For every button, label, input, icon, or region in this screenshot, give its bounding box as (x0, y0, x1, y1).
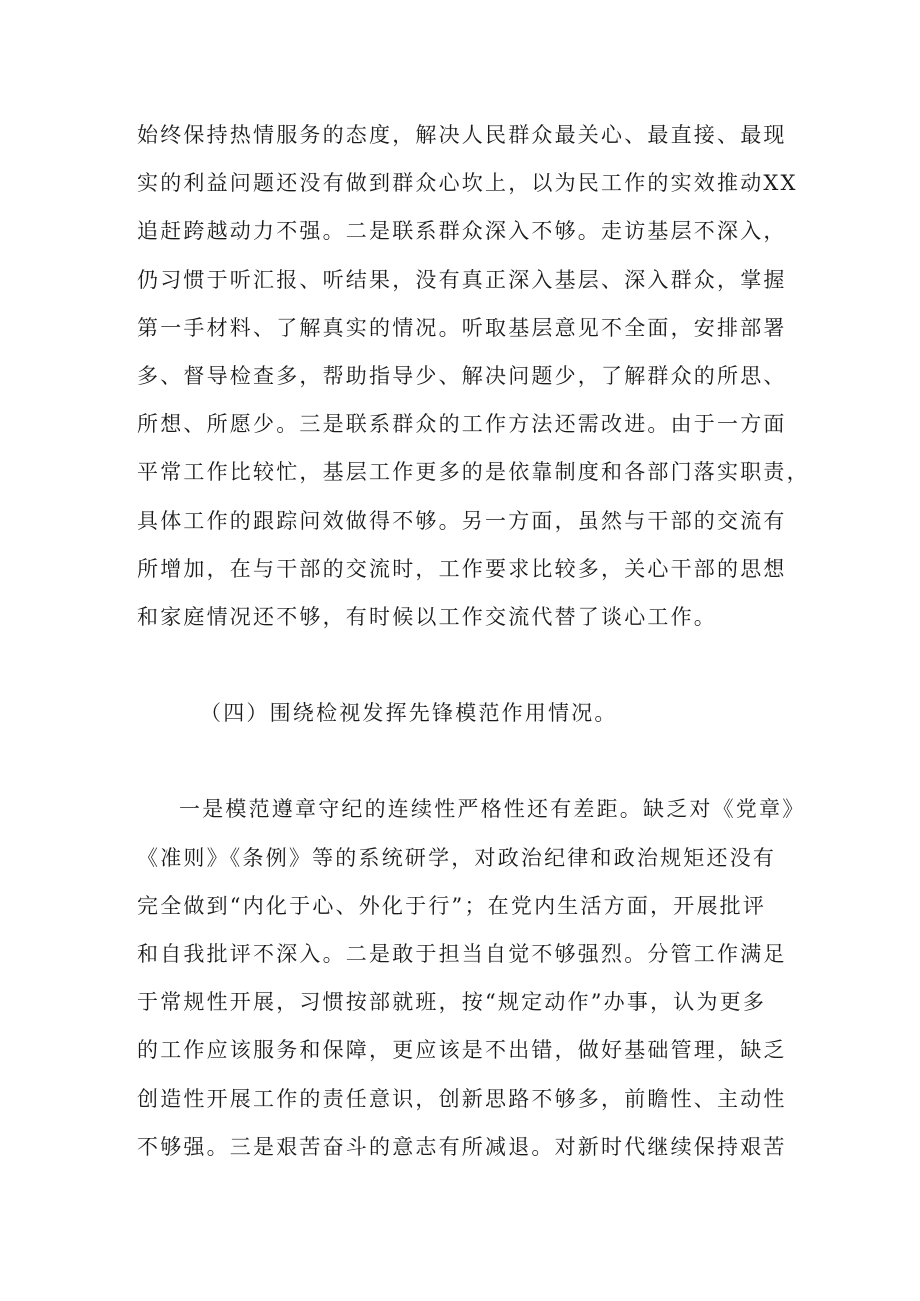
paragraph-1-line-10: 所增加，在与干部的交流时，工作要求比较多，关心干部的思想 (137, 557, 787, 581)
paragraph-1-line-1: 始终保持热情服务的态度，解决人民群众最关心、最直接、最现 (137, 123, 787, 147)
paragraph-1-line-7: 所想、所愿少。三是联系群众的工作方法还需改进。由于一方面 (137, 412, 787, 436)
section-heading: （四）围绕检视发挥先锋模范作用情况。 (200, 701, 618, 725)
paragraph-2-line-4: 和自我批评不深入。二是敢于担当自觉不够强烈。分管工作满足 (137, 942, 787, 966)
paragraph-2-line-2: 《准则》《条例》等的系统研学，对政治纪律和政治规矩还没有 (137, 846, 777, 870)
paragraph-2-line-6: 的工作应该服务和保障，更应该是不出错，做好基础管理，缺乏 (137, 1038, 787, 1062)
paragraph-2-line-5: 于常规性开展，习惯按部就班，按“规定动作”办事，认为更多 (137, 990, 767, 1014)
paragraph-1-line-8: 平常工作比较忙，基层工作更多的是依靠制度和各部门落实职责， (137, 460, 810, 484)
paragraph-1-line-6: 多、督导检查多，帮助指导少、解决问题少，了解群众的所思、 (137, 364, 787, 388)
paragraph-1-line-2: 实的利益问题还没有做到群众心坎上，以为民工作的实效推动XX (137, 171, 798, 195)
paragraph-2-line-8: 不够强。三是艰苦奋斗的意志有所减退。对新时代继续保持艰苦 (137, 1135, 787, 1159)
paragraph-1-line-11: 和家庭情况还不够，有时候以工作交流代替了谈心工作。 (137, 605, 717, 629)
paragraph-1-line-4: 仍习惯于听汇报、听结果，没有真正深入基层、深入群众，掌握 (137, 268, 787, 292)
paragraph-2-line-7: 创造性开展工作的责任意识，创新思路不够多，前瞻性、主动性 (137, 1087, 787, 1111)
paragraph-2-line-3: 完全做到“内化于心、外化于行”；在党内生活方面，开展批评 (137, 894, 767, 918)
paragraph-2-line-1: 一是模范遵章守纪的连续性严格性还有差距。缺乏对《党章》 (179, 797, 806, 821)
paragraph-1-line-9: 具体工作的跟踪问效做得不够。另一方面，虽然与干部的交流有 (137, 509, 787, 533)
paragraph-1-line-3: 追赶跨越动力不强。二是联系群众深入不够。走访基层不深入， (137, 219, 787, 243)
paragraph-1-line-5: 第一手材料、了解真实的情况。听取基层意见不全面，安排部署 (137, 316, 787, 340)
